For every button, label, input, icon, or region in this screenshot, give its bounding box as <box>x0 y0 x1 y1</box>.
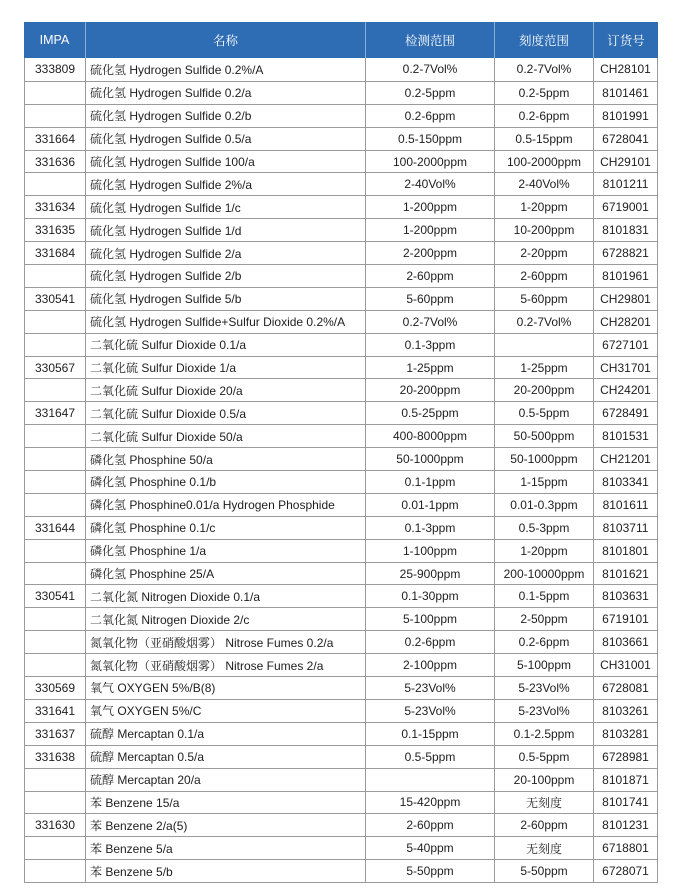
impa-cell: 331637 <box>34 726 76 741</box>
name-cell: 苯 Benzene 2/a(5) <box>85 814 365 836</box>
impa-cell: 331635 <box>34 223 76 238</box>
impa-cell <box>25 654 85 676</box>
name-cell: 硫化氢 Hydrogen Sulfide 5/b <box>85 288 365 310</box>
name-cell: 二氧化硫 Sulfur Dioxide 0.1/a <box>85 334 365 356</box>
table-row <box>25 653 657 676</box>
order-number-cell: 6728491 <box>593 402 657 424</box>
scale-range-cell: 5-100ppm <box>494 654 593 676</box>
name-cell: 二氧化硫 Sulfur Dioxide 50/a <box>85 425 365 447</box>
scale-range-cell: 5-60ppm <box>494 288 593 310</box>
impa-cell: 333809 <box>34 62 76 77</box>
order-number-cell: 8101871 <box>593 769 657 791</box>
detection-range-cell: 0.2-7Vol% <box>365 311 494 333</box>
name-cell: 二氧化氮 Nitrogen Dioxide 0.1/a <box>85 585 365 607</box>
name-cell: 硫化氢 Hydrogen Sulfide 0.2/a <box>85 82 365 104</box>
table-row <box>25 172 657 195</box>
impa-cell <box>25 265 85 287</box>
scale-range-cell: 50-500ppm <box>494 425 593 447</box>
detection-range-cell: 2-60ppm <box>365 265 494 287</box>
detection-range-cell: 1-100ppm <box>365 540 494 562</box>
impa-cell <box>25 173 85 195</box>
table-row <box>25 607 657 630</box>
impa-cell: 331664 <box>34 131 76 146</box>
impa-cell <box>25 105 85 127</box>
table-row <box>25 378 657 401</box>
scale-range-cell: 0.5-3ppm <box>494 517 593 539</box>
detection-range-cell: 0.5-25ppm <box>365 402 494 424</box>
column-header-detection-range: 检测范围 <box>365 22 494 58</box>
scale-range-cell: 0.5-5ppm <box>494 746 593 768</box>
detection-range-cell: 0.1-30ppm <box>365 585 494 607</box>
detection-range-cell: 0.1-3ppm <box>365 517 494 539</box>
table-row <box>25 195 657 218</box>
scale-range-cell: 50-1000ppm <box>494 448 593 470</box>
name-cell: 二氧化硫 Sulfur Dioxide 1/a <box>85 357 365 379</box>
scale-range-cell: 5-23Vol% <box>494 700 593 722</box>
table-row <box>25 516 657 539</box>
scale-range-cell <box>494 334 593 356</box>
column-header-scale-range: 刻度范围 <box>494 22 593 58</box>
scale-range-cell: 0.2-7Vol% <box>494 58 593 81</box>
order-number-cell: 8101231 <box>593 814 657 836</box>
scale-range-cell: 0.2-5ppm <box>494 82 593 104</box>
table-row <box>25 264 657 287</box>
order-number-cell: CH21201 <box>593 448 657 470</box>
name-cell: 硫醇 Mercaptan 0.5/a <box>85 746 365 768</box>
detection-range-cell: 1-200ppm <box>365 196 494 218</box>
scale-range-cell: 5-23Vol% <box>494 677 593 699</box>
table-row <box>25 447 657 470</box>
impa-cell <box>25 471 85 493</box>
detection-range-cell: 0.2-7Vol% <box>365 58 494 81</box>
name-cell: 二氧化硫 Sulfur Dioxide 20/a <box>85 379 365 401</box>
table-row <box>25 539 657 562</box>
scale-range-cell: 1-20ppm <box>494 196 593 218</box>
table-row <box>25 630 657 653</box>
order-number-cell: 8101831 <box>593 219 657 241</box>
order-number-cell: 6718801 <box>593 837 657 859</box>
order-number-cell: CH24201 <box>593 379 657 401</box>
impa-cell: 331638 <box>34 749 76 764</box>
scale-range-cell: 100-2000ppm <box>494 151 593 173</box>
order-number-cell: 8101621 <box>593 563 657 585</box>
order-number-cell: 6728071 <box>593 860 657 882</box>
table-row <box>25 562 657 585</box>
order-number-cell: CH29101 <box>593 151 657 173</box>
scale-range-cell: 0.1-2.5ppm <box>494 723 593 745</box>
scale-range-cell: 1-25ppm <box>494 357 593 379</box>
table-row <box>25 356 657 379</box>
impa-cell: 331636 <box>34 154 76 169</box>
detection-range-cell: 2-100ppm <box>365 654 494 676</box>
column-header-name: 名称 <box>85 22 365 58</box>
table-row <box>25 241 657 264</box>
name-cell: 磷化氢 Phosphine0.01/a Hydrogen Phosphide <box>85 494 365 516</box>
name-cell: 硫醇 Mercaptan 20/a <box>85 769 365 791</box>
detection-range-cell: 25-900ppm <box>365 563 494 585</box>
detection-range-cell: 0.1-1ppm <box>365 471 494 493</box>
impa-cell <box>25 448 85 470</box>
impa-cell: 330567 <box>34 360 76 375</box>
name-cell: 氮氧化物（亚硝酸烟雾） Nitrose Fumes 0.2/a <box>85 631 365 653</box>
impa-cell <box>25 563 85 585</box>
table-row <box>25 470 657 493</box>
name-cell: 氧气 OXYGEN 5%/C <box>85 700 365 722</box>
scale-range-cell: 0.1-5ppm <box>494 585 593 607</box>
scale-range-cell: 1-15ppm <box>494 471 593 493</box>
detection-range-cell: 400-8000ppm <box>365 425 494 447</box>
table-row <box>25 218 657 241</box>
scale-range-cell: 0.5-15ppm <box>494 128 593 150</box>
table-row <box>25 768 657 791</box>
order-number-cell: 8101461 <box>593 82 657 104</box>
impa-cell <box>25 860 85 882</box>
order-number-cell: 8103261 <box>593 700 657 722</box>
order-number-cell: 8103281 <box>593 723 657 745</box>
order-number-cell: CH31001 <box>593 654 657 676</box>
order-number-cell: 8101611 <box>593 494 657 516</box>
scale-range-cell: 10-200ppm <box>494 219 593 241</box>
detection-range-cell: 1-25ppm <box>365 357 494 379</box>
impa-cell: 331634 <box>34 200 76 215</box>
detection-range-cell: 0.01-1ppm <box>365 494 494 516</box>
impa-cell: 330569 <box>34 680 76 695</box>
detection-range-cell: 0.5-150ppm <box>365 128 494 150</box>
order-number-cell: 6719001 <box>593 196 657 218</box>
name-cell: 磷化氢 Phosphine 0.1/c <box>85 517 365 539</box>
detection-range-cell: 100-2000ppm <box>365 151 494 173</box>
scale-range-cell: 无刻度 <box>494 792 593 814</box>
detection-range-cell: 50-1000ppm <box>365 448 494 470</box>
name-cell: 硫化氢 Hydrogen Sulfide 1/c <box>85 196 365 218</box>
name-cell: 二氧化硫 Sulfur Dioxide 0.5/a <box>85 402 365 424</box>
order-number-cell: 8103711 <box>593 517 657 539</box>
table-row <box>25 584 657 607</box>
table-row <box>25 333 657 356</box>
table-body <box>24 58 658 883</box>
detection-range-cell: 2-40Vol% <box>365 173 494 195</box>
order-number-cell: 8101801 <box>593 540 657 562</box>
detection-range-cell: 0.5-5ppm <box>365 746 494 768</box>
impa-cell <box>25 82 85 104</box>
order-number-cell: 8101741 <box>593 792 657 814</box>
table-row <box>25 310 657 333</box>
table-row <box>25 58 657 81</box>
scale-range-cell: 2-60ppm <box>494 265 593 287</box>
order-number-cell: 8101211 <box>593 173 657 195</box>
scale-range-cell: 0.5-5ppm <box>494 402 593 424</box>
table-row <box>25 150 657 173</box>
impa-cell <box>25 540 85 562</box>
impa-cell: 331684 <box>34 246 76 261</box>
order-number-cell: 6728821 <box>593 242 657 264</box>
detection-range-cell: 0.2-5ppm <box>365 82 494 104</box>
detection-range-cell: 2-200ppm <box>365 242 494 264</box>
scale-range-cell: 0.01-0.3ppm <box>494 494 593 516</box>
scale-range-cell: 0.2-7Vol% <box>494 311 593 333</box>
order-number-cell: 6728981 <box>593 746 657 768</box>
impa-cell <box>25 494 85 516</box>
detection-range-cell <box>365 769 494 791</box>
column-header-impa: IMPA <box>39 33 70 47</box>
name-cell: 苯 Benzene 5/a <box>85 837 365 859</box>
detection-range-cell: 5-23Vol% <box>365 677 494 699</box>
scale-range-cell: 20-100ppm <box>494 769 593 791</box>
order-number-cell: 6728081 <box>593 677 657 699</box>
name-cell: 氮氧化物（亚硝酸烟雾） Nitrose Fumes 2/a <box>85 654 365 676</box>
name-cell: 磷化氢 Phosphine 25/A <box>85 563 365 585</box>
scale-range-cell: 200-10000ppm <box>494 563 593 585</box>
name-cell: 硫化氢 Hydrogen Sulfide 100/a <box>85 151 365 173</box>
table-row <box>25 813 657 836</box>
impa-cell: 331644 <box>34 520 76 535</box>
detection-range-cell: 5-23Vol% <box>365 700 494 722</box>
table-row <box>25 401 657 424</box>
impa-cell <box>25 425 85 447</box>
scale-range-cell: 2-60ppm <box>494 814 593 836</box>
table-row <box>25 791 657 814</box>
scale-range-cell: 0.2-6ppm <box>494 105 593 127</box>
name-cell: 硫化氢 Hydrogen Sulfide+Sulfur Dioxide 0.2%/A <box>85 311 365 333</box>
impa-cell <box>25 379 85 401</box>
table-row <box>25 81 657 104</box>
name-cell: 二氧化氮 Nitrogen Dioxide 2/c <box>85 608 365 630</box>
detection-range-cell: 20-200ppm <box>365 379 494 401</box>
detection-range-cell: 0.1-3ppm <box>365 334 494 356</box>
name-cell: 硫化氢 Hydrogen Sulfide 0.5/a <box>85 128 365 150</box>
detection-range-cell: 5-100ppm <box>365 608 494 630</box>
order-number-cell: CH28101 <box>593 58 657 81</box>
detection-range-cell: 2-60ppm <box>365 814 494 836</box>
table-row <box>25 104 657 127</box>
impa-cell: 331630 <box>34 818 76 833</box>
detection-range-cell: 5-40ppm <box>365 837 494 859</box>
scale-range-cell: 0.2-6ppm <box>494 631 593 653</box>
name-cell: 硫化氢 Hydrogen Sulfide 1/d <box>85 219 365 241</box>
table-row <box>25 676 657 699</box>
order-number-cell: 8101991 <box>593 105 657 127</box>
impa-cell <box>25 837 85 859</box>
name-cell: 氧气 OXYGEN 5%/B(8) <box>85 677 365 699</box>
table-row <box>25 424 657 447</box>
impa-cell <box>25 769 85 791</box>
detection-range-cell: 15-420ppm <box>365 792 494 814</box>
table-row <box>25 745 657 768</box>
detection-range-cell: 0.2-6ppm <box>365 631 494 653</box>
name-cell: 磷化氢 Phosphine 50/a <box>85 448 365 470</box>
detection-range-cell: 0.2-6ppm <box>365 105 494 127</box>
detection-range-cell: 0.1-15ppm <box>365 723 494 745</box>
detection-range-cell: 5-60ppm <box>365 288 494 310</box>
table-row <box>25 836 657 859</box>
detection-range-cell: 1-200ppm <box>365 219 494 241</box>
name-cell: 硫醇 Mercaptan 0.1/a <box>85 723 365 745</box>
table-row <box>25 127 657 150</box>
table-row <box>25 287 657 310</box>
impa-cell <box>25 334 85 356</box>
scale-range-cell: 无刻度 <box>494 837 593 859</box>
name-cell: 硫化氢 Hydrogen Sulfide 0.2/b <box>85 105 365 127</box>
name-cell: 磷化氢 Phosphine 1/a <box>85 540 365 562</box>
order-number-cell: 8103341 <box>593 471 657 493</box>
table-row <box>25 493 657 516</box>
name-cell: 硫化氢 Hydrogen Sulfide 0.2%/A <box>85 58 365 81</box>
name-cell: 硫化氢 Hydrogen Sulfide 2/b <box>85 265 365 287</box>
name-cell: 硫化氢 Hydrogen Sulfide 2%/a <box>85 173 365 195</box>
scale-range-cell: 2-50ppm <box>494 608 593 630</box>
order-number-cell: 6727101 <box>593 334 657 356</box>
impa-cell <box>25 608 85 630</box>
scale-range-cell: 5-50ppm <box>494 860 593 882</box>
order-number-cell: 8103661 <box>593 631 657 653</box>
table-header <box>24 22 658 58</box>
table-row <box>25 722 657 745</box>
name-cell: 磷化氢 Phosphine 0.1/b <box>85 471 365 493</box>
scale-range-cell: 2-20ppm <box>494 242 593 264</box>
impa-cell: 330541 <box>34 291 76 306</box>
order-number-cell: CH28201 <box>593 311 657 333</box>
impa-cell <box>25 311 85 333</box>
name-cell: 苯 Benzene 15/a <box>85 792 365 814</box>
column-header-order-number: 订货号 <box>593 22 658 58</box>
order-number-cell: 8101961 <box>593 265 657 287</box>
scale-range-cell: 2-40Vol% <box>494 173 593 195</box>
order-number-cell: 6719101 <box>593 608 657 630</box>
name-cell: 硫化氢 Hydrogen Sulfide 2/a <box>85 242 365 264</box>
order-number-cell: CH29801 <box>593 288 657 310</box>
gas-detector-tube-table <box>24 22 658 883</box>
scale-range-cell: 20-200ppm <box>494 379 593 401</box>
impa-cell: 331647 <box>34 406 76 421</box>
order-number-cell: 6728041 <box>593 128 657 150</box>
name-cell: 苯 Benzene 5/b <box>85 860 365 882</box>
detection-range-cell: 5-50ppm <box>365 860 494 882</box>
order-number-cell: 8101531 <box>593 425 657 447</box>
table-row <box>25 699 657 722</box>
impa-cell: 331641 <box>34 703 76 718</box>
table-row <box>25 859 657 882</box>
scale-range-cell: 1-20ppm <box>494 540 593 562</box>
impa-cell: 330541 <box>34 589 76 604</box>
order-number-cell: 8103631 <box>593 585 657 607</box>
impa-cell <box>25 792 85 814</box>
order-number-cell: CH31701 <box>593 357 657 379</box>
impa-cell <box>25 631 85 653</box>
